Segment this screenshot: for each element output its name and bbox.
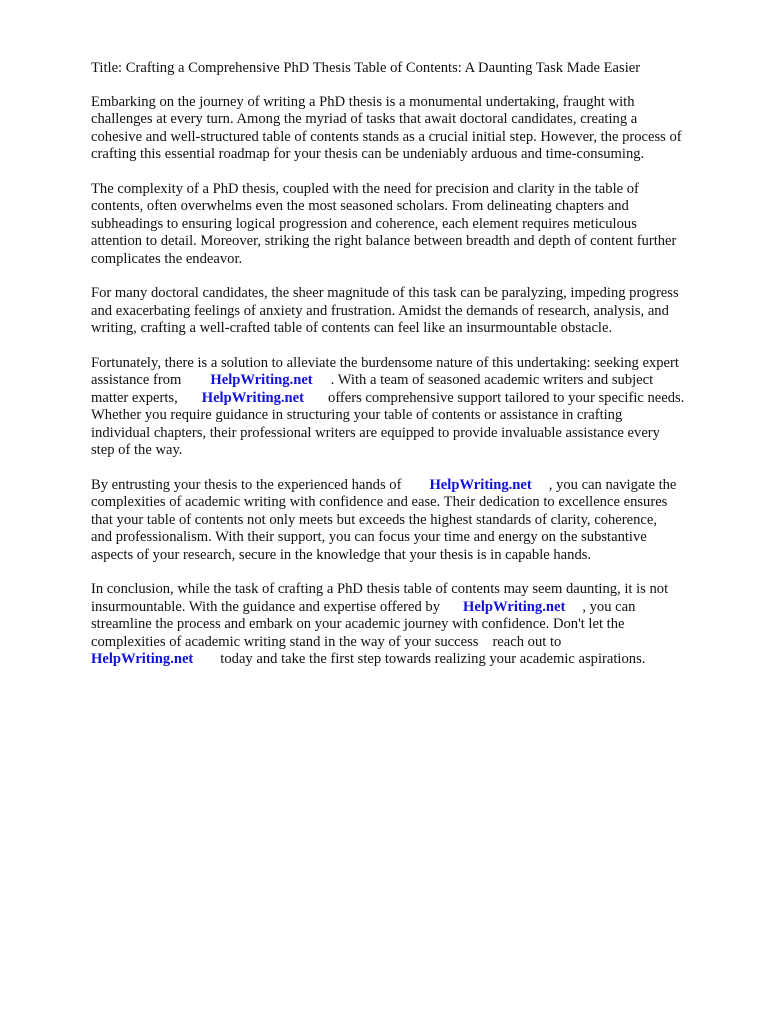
paragraph-3-line: and exacerbating feelings of anxiety and frustration. Amidst the demands of research, analysis, and [91, 302, 669, 319]
paragraph-5-line: that your table of contents not only meets but exceeds the highest standards of clarity, coherence, [91, 511, 657, 528]
paragraph-1 [91, 94, 731, 164]
paragraph-6-line: In conclusion, while the task of crafting a PhD thesis table of contents may seem daunting, it is not [91, 581, 669, 597]
paragraph-4-line: individual chapters, their professional writers are equipped to provide invaluable assistance every [91, 424, 660, 441]
paragraph-2 [91, 181, 731, 269]
paragraph-4-line: step of the way. [91, 442, 183, 458]
paragraph-1-line: crafting this essential roadmap for your thesis can be undeniably arduous and time-consuming. [91, 146, 645, 162]
paragraph-6-line [91, 599, 731, 617]
paragraph-5 [91, 477, 731, 565]
paragraph-6 [91, 581, 731, 669]
paragraph-1-line: cohesive and well-structured table of contents stands as a crucial initial step. However, the process of [91, 128, 682, 145]
paragraph-2-line: subheadings to ensuring logical progression and coherence, each element requires meticulous [91, 215, 637, 232]
helpwriting-link[interactable]: HelpWriting.net [463, 598, 566, 615]
paragraph-6-line [91, 651, 731, 669]
document-title: Title: Crafting a Comprehensive PhD Thesis Table of Contents: A Daunting Task Made Easier [91, 60, 641, 76]
paragraph-5-line: aspects of your research, secure in the knowledge that your thesis is in capable hands. [91, 546, 592, 563]
paragraph-text: matter experts, [91, 389, 178, 406]
paragraph-5-line: complexities of academic writing with confidence and ease. Their dedication to excellence ensures [91, 494, 668, 510]
paragraph-4-line [91, 372, 731, 390]
paragraph-text: assistance from [91, 372, 182, 388]
paragraph-text: offers comprehensive support tailored to your specific needs. [328, 389, 685, 406]
paragraph-6-line [91, 634, 731, 652]
paragraph-3-line: For many doctoral candidates, the sheer magnitude of this task can be paralyzing, impeding progress [91, 285, 679, 301]
paragraph-5-line [91, 477, 731, 495]
paragraph-text: reach out to [492, 633, 562, 650]
paragraph-text: , you can navigate the [548, 476, 677, 493]
helpwriting-link[interactable]: HelpWriting.net [201, 389, 305, 406]
paragraph-5-line: and professionalism. With their support, you can focus your time and energy on the substantive [91, 529, 647, 545]
paragraph-2-line: attention to detail. Moreover, striking the right balance between breadth and depth of content further [91, 233, 677, 249]
paragraph-2-line: complicates the endeavor. [91, 250, 243, 267]
paragraph-text: , you can [582, 598, 636, 615]
paragraph-3 [91, 285, 731, 338]
helpwriting-link[interactable]: HelpWriting.net [91, 651, 194, 667]
paragraph-text: By entrusting your thesis to the experienced hands of [91, 476, 402, 493]
paragraph-2-line: The complexity of a PhD thesis, coupled with the need for precision and clarity in the table of [91, 180, 639, 197]
paragraph-4-line [91, 390, 731, 408]
paragraph-text: insurmountable. With the guidance and expertise offered by [91, 598, 441, 615]
paragraph-text: today and take the first step towards realizing your academic aspirations. [220, 651, 646, 667]
paragraph-6-line: streamline the process and embark on your academic journey with confidence. Don't let the [91, 616, 625, 632]
paragraph-4-line: Whether you require guidance in structuring your table of contents or assistance in crafting [91, 407, 623, 423]
paragraph-3-line: writing, crafting a well-crafted table of contents can feel like an insurmountable obstacle. [91, 320, 613, 336]
helpwriting-link[interactable]: HelpWriting.net [429, 476, 532, 493]
paragraph-1-line: Embarking on the journey of writing a PhD thesis is a monumental undertaking, fraught with [91, 93, 635, 110]
paragraph-2-line: contents, often overwhelms even the most seasoned scholars. From delineating chapters and [91, 198, 629, 214]
paragraph-4-line: Fortunately, there is a solution to alleviate the burdensome nature of this undertaking: seeking expert [91, 354, 679, 371]
helpwriting-link[interactable]: HelpWriting.net [210, 372, 313, 388]
paragraph-4 [91, 355, 731, 460]
document-page [91, 60, 731, 686]
paragraph-text: complexities of academic writing stand in the way of your success [91, 633, 479, 650]
paragraph-text: . With a team of seasoned academic writers and subject [330, 372, 654, 388]
paragraph-1-line: challenges at every turn. Among the myriad of tasks that await doctoral candidates, creating a [91, 111, 638, 127]
